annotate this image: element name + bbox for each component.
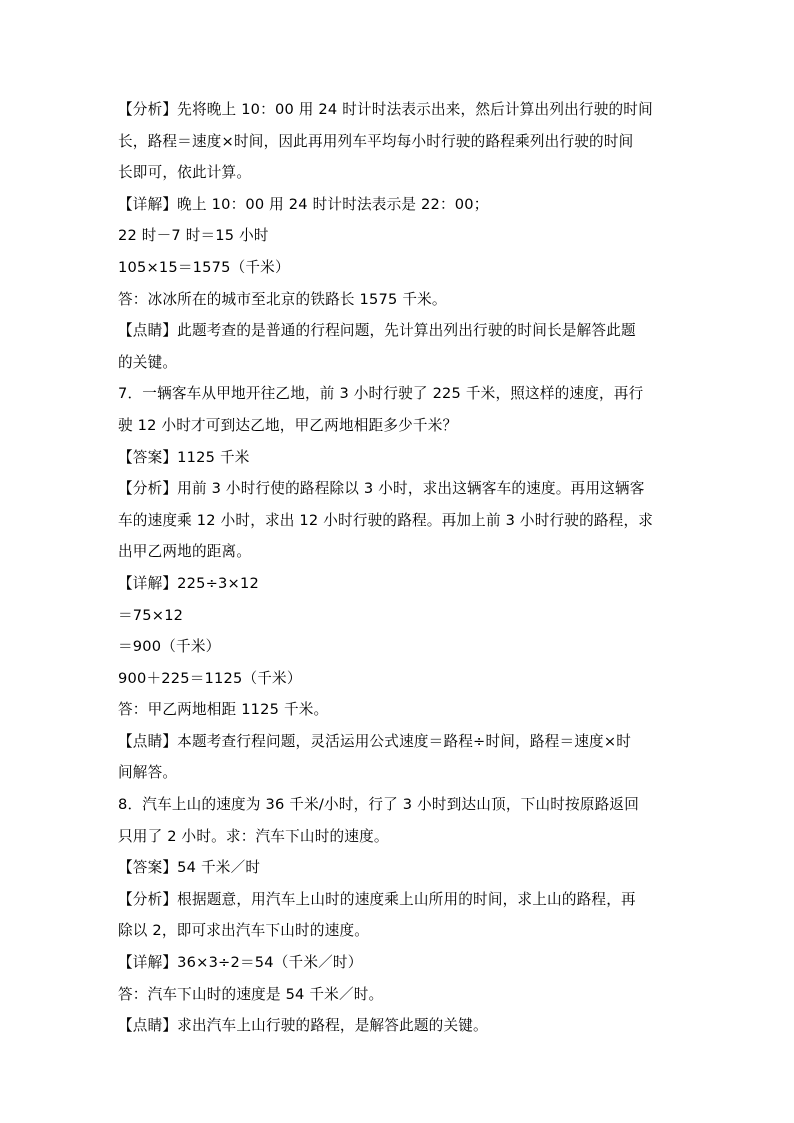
solution-text-line: 【详解】36×3÷2＝54（千米／时）: [118, 954, 363, 972]
solution-text-line: 900＋225＝1125（千米）: [118, 669, 302, 687]
document-body: [118, 94, 686, 1042]
analysis-text-line: 【分析】先将晚上 10：00 用 24 时计时法表示出来，然后计算出列出行驶的时间: [118, 101, 653, 118]
question-8-line: 只用了 2 小时。求：汽车下山时的速度。: [118, 827, 389, 845]
answer-text-line: 【答案】54 千米／时: [118, 859, 261, 877]
comment-text-line: 【点睛】求出汽车上山行驶的路程，是解答此题的关键。: [118, 1017, 488, 1035]
solution-text-line: 【详解】晚上 10：00 用 24 时计时法表示是 22：00；: [118, 195, 489, 213]
analysis-text-line: 长，路程＝速度×时间，因此再用列车平均每小时行驶的路程乘列出行驶的时间: [118, 132, 634, 150]
comment-text-line: 间解答。: [118, 764, 178, 782]
solution-text-line: 22 时－7 时＝15 小时: [118, 227, 269, 245]
answer-text-line: 【答案】1125 千米: [118, 448, 250, 466]
question-7-line: 7．一辆客车从甲地开往乙地，前 3 小时行驶了 225 千米，照这样的速度，再行: [118, 385, 644, 403]
solution-text-line: ＝75×12: [118, 606, 184, 624]
answer-statement-line: 答：甲乙两地相距 1125 千米。: [118, 701, 329, 719]
comment-text-line: 【点睛】本题考查行程问题，灵活运用公式速度＝路程÷时间，路程＝速度×时: [118, 732, 632, 750]
analysis-text-line: 【分析】用前 3 小时行使的路程除以 3 小时，求出这辆客车的速度。再用这辆客: [118, 480, 645, 498]
comment-text-line: 【点睛】此题考查的是普通的行程问题，先计算出列出行驶的时间长是解答此题: [118, 322, 636, 340]
question-8-line: 8．汽车上山的速度为 36 千米/小时，行了 3 小时到达山顶，下山时按原路返回: [118, 796, 640, 814]
analysis-text-line: 车的速度乘 12 小时，求出 12 小时行驶的路程。再加上前 3 小时行驶的路程，求: [118, 511, 654, 529]
solution-text-line: 105×15＝1575（千米）: [118, 258, 290, 276]
analysis-text-line: 【分析】根据题意，用汽车上山时的速度乘上山所用的时间，求上山的路程，再: [118, 890, 636, 908]
solution-text-line: ＝900（千米）: [118, 638, 221, 656]
analysis-text-line: 除以 2，即可求出汽车下山时的速度。: [118, 922, 370, 940]
comment-text-line: 的关键。: [118, 353, 178, 371]
answer-statement-line: 答：汽车下山时的速度是 54 千米／时。: [118, 985, 384, 1003]
solution-text-line: 【详解】225÷3×12: [118, 574, 259, 592]
analysis-text-line: 出甲乙两地的距离。: [118, 543, 252, 561]
answer-statement-line: 答：冰冰所在的城市至北京的铁路长 1575 千米。: [118, 290, 447, 308]
analysis-text-line: 长即可，依此计算。: [118, 164, 252, 182]
question-7-line: 驶 12 小时才可到达乙地，甲乙两地相距多少千米？: [118, 416, 458, 434]
